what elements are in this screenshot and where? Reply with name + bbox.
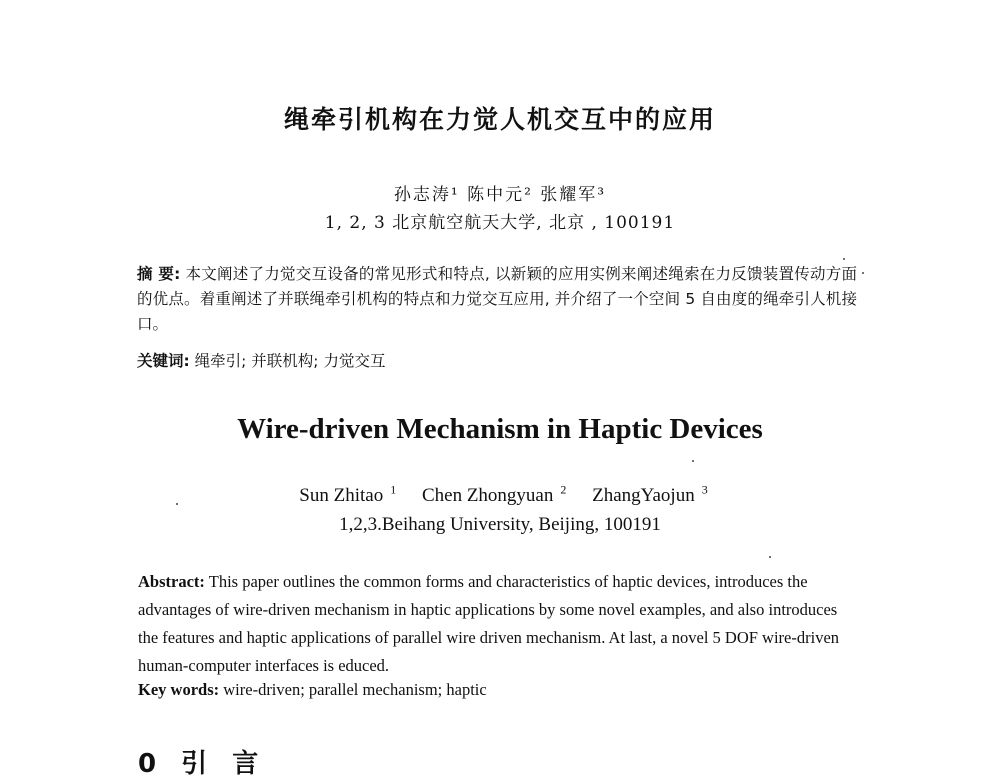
- scan-speck: [769, 556, 771, 558]
- chinese-abstract-text: 本文阐述了力觉交互设备的常见形式和特点, 以新颖的应用实例来阐述绳索在力反馈装置传动方面的优点。着重阐述了并联绳牵引机构的特点和力觉交互应用, 并介绍了一个空间 5 自由度的绳牵引人机接口。: [137, 265, 857, 333]
- english-keywords-text: wire-driven; parallel mechanism; haptic: [223, 680, 487, 699]
- scan-speck: [843, 258, 845, 260]
- english-affiliation: 1,2,3.Beihang University, Beijing, 100191: [339, 514, 661, 535]
- english-author-3: [585, 482, 708, 506]
- english-author-2-mark: 2: [560, 482, 567, 497]
- english-abstract-label: Abstract:: [138, 572, 205, 591]
- chinese-keywords-label: 关键词:: [137, 352, 190, 370]
- english-author-2: [415, 482, 567, 506]
- english-authors: [0, 482, 1000, 507]
- scan-speck: [862, 272, 864, 274]
- english-abstract: [138, 568, 858, 680]
- chinese-title: 绳牵引机构在力觉人机交互中的应用: [283, 105, 716, 134]
- english-author-3-name: ZhangYaojun: [592, 485, 695, 506]
- english-author-1-name: Sun Zhitao: [299, 485, 384, 506]
- english-author-3-mark: 3: [701, 482, 708, 497]
- english-keywords-label: Key words:: [138, 680, 220, 699]
- english-author-2-name: Chen Zhongyuan: [421, 485, 554, 506]
- scan-speck: [692, 460, 694, 462]
- english-keywords: [138, 680, 487, 700]
- chinese-abstract: [137, 262, 857, 337]
- chinese-keywords: [137, 349, 385, 371]
- english-author-1-mark: 1: [390, 482, 397, 497]
- chinese-affiliation: 1, 2, 3 北京航空航天大学, 北京 , 100191: [324, 213, 676, 233]
- chinese-keywords-text: 绳牵引; 并联机构; 力觉交互: [194, 352, 386, 370]
- chinese-abstract-label: 摘 要:: [137, 265, 181, 283]
- english-title: Wire-driven Mechanism in Haptic Devices: [237, 413, 763, 445]
- section-heading: 0 引 言: [138, 749, 267, 779]
- scan-speck: [176, 503, 178, 505]
- english-abstract-text: This paper outlines the common forms and characteristics of haptic devices, introduces the advantages of wire-driven mechanism in haptic applications by some novel examples, and also introduces the features and haptic applications of parallel wire driven mechanism. At last, a novel 5 DOF wire-driven human-computer interfaces is educed.: [138, 572, 840, 675]
- english-author-1: [292, 482, 397, 506]
- chinese-authors: 孙志涛¹ 陈中元² 张耀军³: [393, 185, 607, 205]
